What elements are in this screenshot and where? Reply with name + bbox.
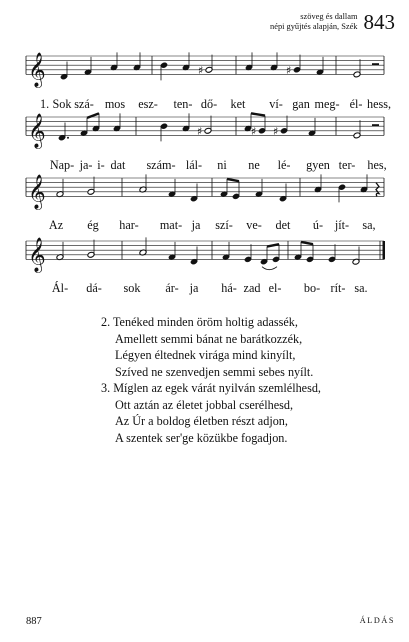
verse-3 — [101, 380, 321, 446]
lyric-syllable: meg- — [314, 97, 340, 111]
beam — [227, 179, 239, 181]
lyric-syllable: ú- — [312, 218, 324, 232]
note — [353, 59, 361, 78]
note — [244, 244, 252, 263]
note — [353, 120, 361, 139]
lyric-syllable: Az — [48, 218, 64, 232]
note — [190, 184, 198, 203]
sharp-icon: ♯ — [197, 124, 203, 138]
lyric-syllable: há- — [221, 281, 237, 295]
treble-clef-icon: 𝄞 — [28, 52, 46, 88]
note — [352, 247, 360, 266]
note — [190, 247, 198, 266]
lyric-syllable: hes, — [367, 158, 387, 172]
note — [222, 242, 230, 261]
lyric-syllable: dő- — [200, 97, 218, 111]
lyric-syllable: sok — [123, 281, 141, 295]
lyric-syllable: szí- — [215, 218, 233, 232]
note — [58, 123, 69, 142]
quarter-rest-icon — [376, 183, 379, 197]
lyric-syllable: mos — [104, 97, 126, 111]
lyric-syllable: ví- — [269, 97, 283, 111]
lyric-syllable: hess, — [366, 97, 392, 111]
lyric-syllable: ve- — [246, 218, 262, 232]
lyric-syllable: lál- — [185, 158, 203, 172]
music-score — [0, 0, 409, 300]
lyric-syllable: bo- — [303, 281, 321, 295]
lyric-syllable: szá- — [74, 97, 94, 111]
note — [113, 113, 121, 132]
note — [182, 52, 190, 71]
note — [338, 184, 346, 203]
verse-text: Tenéked minden öröm holtig adassék, — [112, 315, 298, 329]
note — [308, 118, 316, 137]
staff-1 — [26, 52, 384, 88]
note — [139, 174, 147, 193]
verse-text: Míglen az egek várát nyilván szemlélhesd, — [113, 381, 321, 395]
lyric-syllable: el- — [268, 281, 282, 295]
lyric-syllable: ja — [191, 218, 201, 232]
beam — [267, 244, 279, 246]
lyric-syllable: él- — [349, 97, 363, 111]
lyric-syllable: gan — [292, 97, 310, 111]
lyric-syllable: sa. — [354, 281, 368, 295]
note — [306, 244, 314, 263]
note — [314, 174, 322, 193]
note — [273, 116, 288, 138]
lyric-syllable: Sok — [52, 97, 72, 111]
note — [286, 55, 301, 77]
sharp-icon: ♯ — [251, 124, 257, 138]
note — [360, 174, 368, 193]
note — [245, 52, 253, 71]
treble-clef-icon: 𝄞 — [28, 237, 46, 273]
lyric-syllable: zad — [243, 281, 261, 295]
verse-number: 2. — [101, 315, 111, 329]
note — [87, 240, 95, 259]
source-line-2: népi gyűjtés alapján, Szék — [270, 22, 358, 31]
note — [56, 179, 64, 198]
lyric-syllable: esz- — [138, 97, 158, 111]
lyric-syllable: det — [275, 218, 291, 232]
note — [270, 52, 278, 71]
note — [182, 113, 190, 132]
note — [133, 52, 141, 71]
lyric-syllable: i- — [97, 158, 105, 172]
note — [255, 179, 263, 198]
lyric-syllable: ni — [217, 158, 227, 172]
verse-line: Ott aztán az életet jobbal cserélhesd, — [115, 397, 293, 412]
lyric-syllable: ár- — [165, 281, 179, 295]
note — [168, 242, 176, 261]
lyric-syllable: sa, — [362, 218, 376, 232]
lyric-syllable: dat — [110, 158, 126, 172]
lyric-syllable: ne — [248, 158, 260, 172]
lyric-syllable: szám- — [146, 158, 176, 172]
lyric-syllable: ket — [230, 97, 246, 111]
lyric-syllable: Nap- — [49, 158, 75, 172]
note — [328, 244, 336, 263]
note — [168, 179, 176, 198]
note — [110, 52, 118, 71]
source-line-1: szöveg és dallam — [300, 12, 358, 21]
sharp-icon: ♯ — [198, 63, 204, 77]
note — [251, 116, 266, 138]
final-barline-thick — [383, 241, 386, 259]
lyric-syllable: mat- — [159, 218, 183, 232]
lyric-syllable: ten- — [173, 97, 193, 111]
verse-2 — [101, 314, 321, 380]
note — [279, 184, 287, 203]
sharp-icon: ♯ — [273, 124, 279, 138]
note — [232, 181, 240, 200]
verse-line: Amellett semmi bánat ne barátkozzék, — [115, 331, 303, 346]
lyric-syllable: ter- — [338, 158, 356, 172]
half-rest-icon — [372, 63, 379, 65]
lyric-syllable: rít- — [330, 281, 346, 295]
verse-line — [101, 380, 321, 397]
staff-4 — [26, 237, 384, 273]
note — [198, 55, 213, 77]
lyric-syllable: jít- — [334, 218, 350, 232]
page-number: 887 — [26, 616, 42, 627]
verse-number: 1. — [40, 97, 50, 111]
note — [160, 62, 168, 81]
verse-line — [101, 314, 321, 331]
note — [160, 123, 168, 142]
note — [87, 177, 95, 196]
note — [60, 62, 68, 81]
lyric-syllable: ég — [87, 218, 99, 232]
verse-line: A szentek ser'ge közükbe fogadjon. — [115, 430, 288, 445]
note — [260, 247, 268, 266]
verses-block — [101, 314, 321, 446]
note — [197, 116, 212, 138]
verse-line: Szíved ne szenvedjen semmi sebes nyílt. — [115, 364, 314, 379]
slur — [262, 267, 277, 270]
lyric-syllable: ja- — [79, 158, 93, 172]
verse-line: Az Úr a boldog életben részt adjon, — [115, 414, 288, 428]
lyric-syllable: ja — [189, 281, 199, 295]
treble-clef-icon: 𝄞 — [28, 174, 46, 210]
lyric-syllable: dá- — [86, 281, 102, 295]
sharp-icon: ♯ — [286, 63, 292, 77]
lyric-syllable: har- — [119, 218, 139, 232]
lyric-syllable: Ál- — [51, 281, 69, 295]
note — [294, 242, 302, 261]
beam — [251, 113, 265, 115]
note — [316, 57, 324, 76]
note — [139, 237, 147, 256]
beam — [301, 242, 313, 244]
verse-number: 3. — [101, 381, 111, 395]
staff-3 — [26, 174, 384, 210]
verse-line: Légyen éltednek virága mind kinyílt, — [115, 348, 296, 362]
dot — [67, 137, 69, 139]
note — [220, 179, 228, 198]
note — [56, 242, 64, 261]
treble-clef-icon: 𝄞 — [28, 113, 46, 149]
lyric-syllable: gyen — [306, 158, 330, 172]
section-title: ÁLDÁS — [359, 616, 395, 625]
lyric-syllable: lé- — [277, 158, 291, 172]
note — [272, 244, 280, 263]
note — [84, 57, 92, 76]
half-rest-icon — [372, 124, 379, 126]
hymn-number: 843 — [363, 10, 395, 34]
note — [80, 118, 88, 137]
